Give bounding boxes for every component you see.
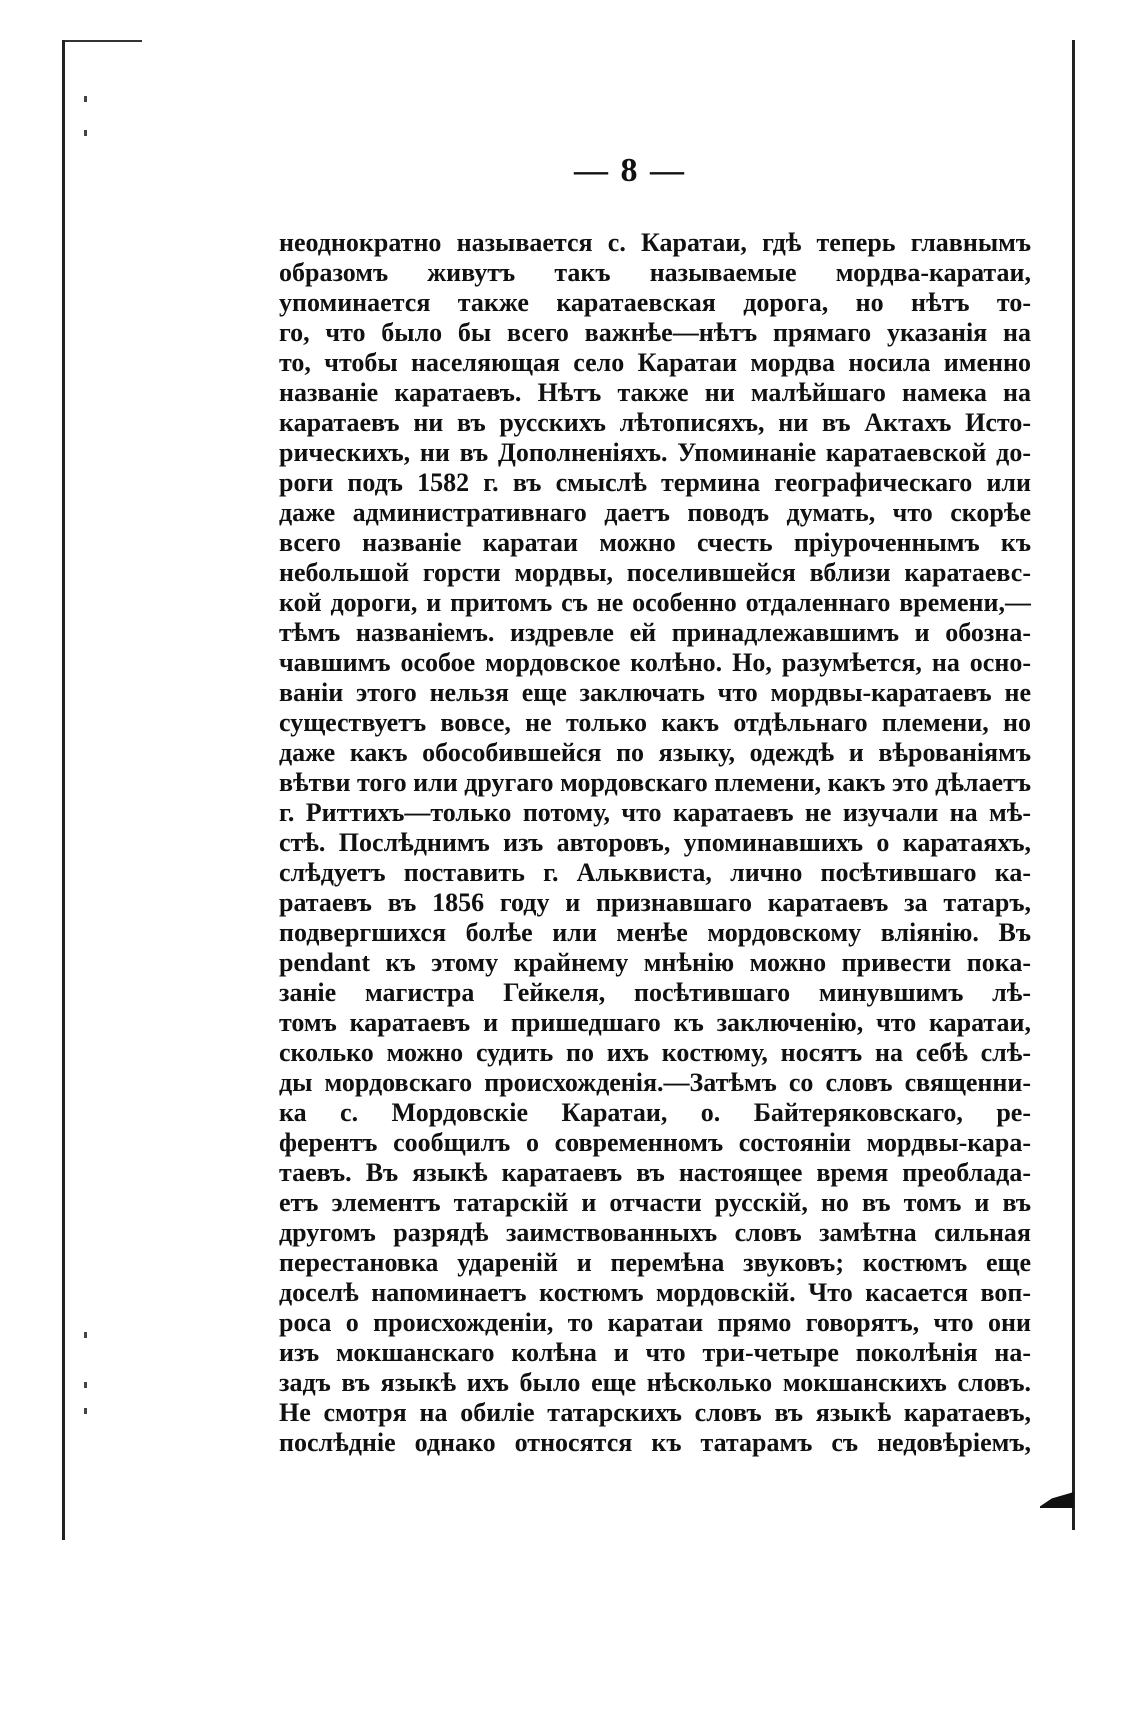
text-line: перестановка ударенiй и перемѣна звуковъ; костюмъ еще xyxy=(279,1248,1031,1277)
text-line: ратаевъ въ 1856 году и признавшаго каратаевъ за татаръ, xyxy=(279,888,1031,917)
text-line: pendant къ этому крайнему мнѣнію можно привести пока- xyxy=(279,948,1031,977)
text-line: существуетъ вовсе, не только какъ отдѣльнаго племени, но xyxy=(279,708,1031,737)
text-line: слѣдуетъ поставить г. Альквиста, лично посѣтившаго ка- xyxy=(279,858,1031,887)
scan-speck xyxy=(84,1408,87,1414)
text-line: тѣмъ названіемъ. издревле ей принадлежавшимъ и обозна- xyxy=(279,618,1031,647)
text-line: таевъ. Въ языкѣ каратаевъ въ настоящее время преоблада- xyxy=(279,1158,1031,1187)
scan-speck xyxy=(84,1382,87,1388)
body-text xyxy=(279,228,1031,1458)
page-edge-right xyxy=(1072,40,1075,1530)
text-line: неоднократно называется с. Каратаи, гдѣ теперь главнымъ xyxy=(279,228,1031,257)
text-line: рическихъ, ни въ Дополненіяхъ. Упоминаніе каратаевской до- xyxy=(279,438,1031,467)
text-line: ваніи этого нельзя еще заключать что мордвы-каратаевъ не xyxy=(279,678,1031,707)
text-line: роги подъ 1582 г. въ смыслѣ термина географическаго или xyxy=(279,468,1031,497)
scan-speck xyxy=(84,96,87,102)
text-line: заніе магистра Гейкеля, посѣтившаго минувшимъ лѣ- xyxy=(279,978,1031,1007)
text-line: г. Риттихъ—только потому, что каратаевъ не изучали на мѣ- xyxy=(279,798,1031,827)
text-line: упоминается также каратаевская дорога, но нѣтъ то- xyxy=(279,288,1031,317)
text-line: небольшой горсти мордвы, поселившейся вблизи каратаевс- xyxy=(279,558,1031,587)
text-line: названіе каратаевъ. Нѣтъ также ни малѣйшаго намека на xyxy=(279,378,1031,407)
text-line: всего названіе каратаи можно счесть пріуроченнымъ къ xyxy=(279,528,1031,557)
text-line: даже какъ обособившейся по языку, одеждѣ и вѣрованіямъ xyxy=(279,738,1031,767)
text-line: ферентъ сообщилъ о современномъ состояніи мордвы-кара- xyxy=(279,1128,1031,1157)
scan-speck xyxy=(84,130,87,136)
text-line: образомъ живутъ такъ называемые мордва-каратаи, xyxy=(279,258,1031,287)
text-line: то, чтобы населяющая село Каратаи мордва носила именно xyxy=(279,348,1031,377)
text-line: го, что было бы всего важнѣе—нѣтъ прямаго указанія на xyxy=(279,318,1031,347)
text-line: кой дороги, и притомъ съ не особенно отдаленнаго времени,— xyxy=(279,588,1031,617)
text-line: доселѣ напоминаетъ костюмъ мордовскій. Что касается воп- xyxy=(279,1278,1031,1307)
scan-speck xyxy=(84,1332,87,1338)
text-line: томъ каратаевъ и пришедшаго къ заключенію, что каратаи, xyxy=(279,1008,1031,1037)
text-line: ды мордовскаго происхожденія.—Затѣмъ со словъ священни- xyxy=(279,1068,1031,1097)
text-line: даже административнаго даетъ поводъ думать, что скорѣе xyxy=(279,498,1031,527)
text-line: етъ элементъ татарскій и отчасти русскій, но въ томъ и въ xyxy=(279,1188,1031,1217)
text-line: Не смотря на обиліе татарскихъ словъ въ языкѣ каратаевъ, xyxy=(279,1398,1031,1427)
text-line: подвергшихся болѣе или менѣе мордовскому вліянію. Въ xyxy=(279,918,1031,947)
text-line: чавшимъ особое мордовское колѣно. Но, разумѣется, на осно- xyxy=(279,648,1031,677)
text-line: стѣ. Послѣднимъ изъ авторовъ, упоминавшихъ о каратаяхъ, xyxy=(279,828,1031,857)
text-line: роса о происхожденіи, то каратаи прямо говорятъ, что они xyxy=(279,1308,1031,1337)
page-corner-mark xyxy=(1040,1492,1074,1508)
page-edge-left xyxy=(62,40,65,1540)
text-line: изъ мокшанскаго колѣна и что три-четыре поколѣнія на- xyxy=(279,1338,1031,1367)
text-line: послѣдніе однако относятся къ татарамъ съ недовѣріемъ, xyxy=(279,1428,1031,1457)
text-line: задъ въ языкѣ ихъ было еще нѣсколько мокшанскихъ словъ. xyxy=(279,1368,1031,1397)
text-line: вѣтви того или другаго мордовскаго племени, какъ это дѣлаетъ xyxy=(279,768,1031,797)
text-line: ка с. Мордовскіе Каратаи, о. Байтеряковскаго, ре- xyxy=(279,1098,1031,1127)
page-edge-top xyxy=(62,40,142,42)
text-line: каратаевъ ни въ русскихъ лѣтописяхъ, ни въ Актахъ Исто- xyxy=(279,408,1031,437)
text-line: другомъ разрядѣ заимствованныхъ словъ замѣтна сильная xyxy=(279,1218,1031,1247)
page-number: — 8 — xyxy=(574,152,686,189)
text-line: сколько можно судить по ихъ костюму, носятъ на себѣ слѣ- xyxy=(279,1038,1031,1067)
